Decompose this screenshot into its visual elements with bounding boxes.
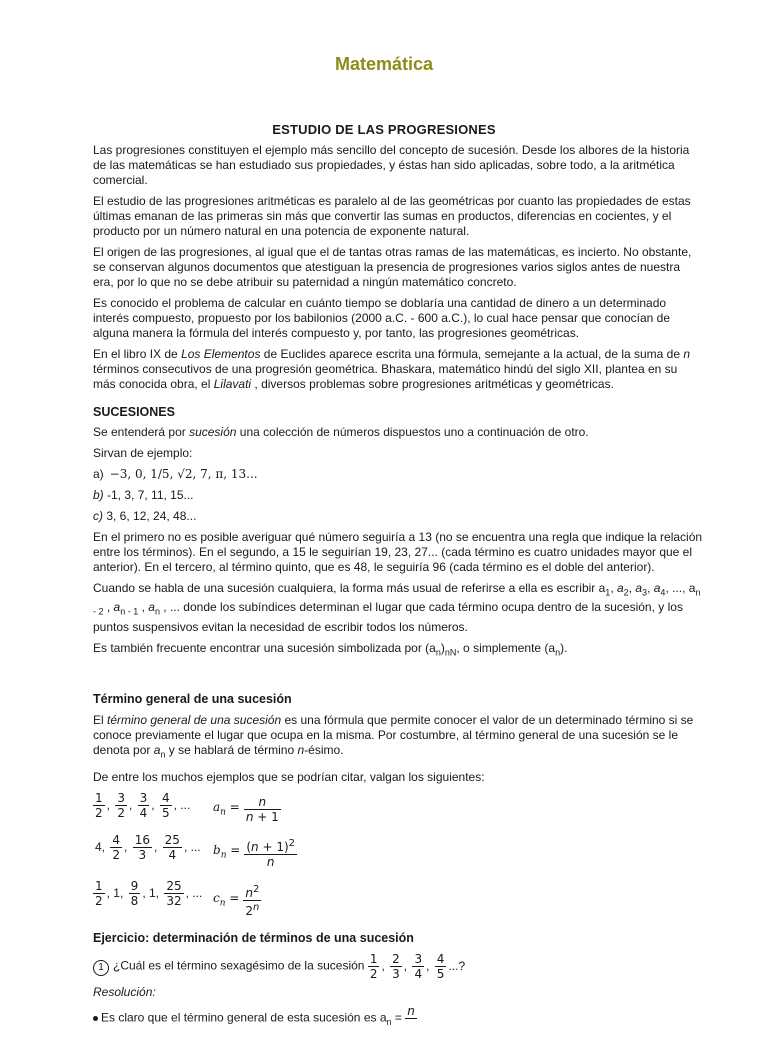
section-heading-termino-general: Término general de una sucesión <box>93 692 292 706</box>
intro-paragraph: Es conocido el problema de calcular en cuánto tiempo se doblaría una cantidad de dinero a un determinado interés compuesto, propuesto por los babilonios (2000 a.C. - 600 a.C.), lo cual hace pensar que conocían de alguna manera la fórmula del interés compuesto y, por tanto, las progresiones geométricas. <box>93 296 671 340</box>
sucesion-definition: Se entenderá por sucesión una colección de números dispuestos uno a continuación de otro. <box>93 425 589 439</box>
resolucion-label: Resolución: <box>93 985 156 999</box>
intro-paragraph: El origen de las progresiones, al igual que el de tantas otras ramas de las matemáticas, es incierto. No obstante, se conservan algunos documentos que atestiguan la presencia de progresiones varios siglos antes de nuestra era, por lo que no se debe atribuir su paternidad a ningún matemático concreto. <box>93 245 692 289</box>
site-title: Matemática <box>334 54 434 74</box>
ejercicio-section <box>93 931 703 1039</box>
ejercicio-question: 1 ¿Cuál es el término sexagésimo de la sucesión $\frac{1}{2}$ , $\frac{2}{3}$ , $\frac{3}{4}$ , $\frac{4}{5}$ ...? <box>93 952 703 981</box>
examples-intro: Sirvan de ejemplo: <box>93 446 193 460</box>
document-title: ESTUDIO DE LAS PROGRESIONES <box>272 122 496 137</box>
examples-explanation: En el primero no es posible averiguar qué número seguiría a 13 (no se encuentra una regla que indique la relación entre los términos). En el segundo, a 15 le seguirían 19, 23, 27... (cada término es cuatro unidades mayor que el anterior). En el tercero, al término quinto, que es 48, le seguiría 96 (cada término es el doble del anterior). <box>93 530 703 574</box>
sucesiones-section <box>93 405 703 666</box>
intro-section <box>93 143 703 398</box>
example-c: c) 3, 6, 12, 24, 48... <box>93 509 197 523</box>
intro-paragraph: Las progresiones constituyen el ejemplo más sencillo del concepto de sucesión. Desde los albores de la historia de las matemáticas se han estudiado sus propiedades, y éstas han sido aplicadas, sobre todo, a la aritmética comercial. <box>93 143 690 187</box>
formula-example-b: 4, $\frac{4}{2}$ , $\frac{16}{3}$ , $\frac{25}{4}$ , ... $b_n$ = $\frac{(n + 1)^2}{n}$ <box>95 833 296 870</box>
euclid-paragraph: En el libro IX de Los Elementos de Euclides aparece escrita una fórmula, semejante a la actual, de la suma de n términos consecutivos de una progresión geométrica. Bhaskara, matemático hindú del siglo XII, plantea en su más conocida obra, el Lilavati , diversos problemas sobre progresiones aritméticas y geométricas. <box>93 347 691 391</box>
intro-paragraph: El estudio de las progresiones aritméticas es paralelo al de las geométricas por cuanto las propiedades de estas últimas emanan de las primeras sin más que convertir las sumas en productos, diferencias en cocientes, y el producto por un número natural en una potencia de exponente natural. <box>93 194 691 238</box>
circled-number-icon: 1 <box>93 960 109 976</box>
formula-example-a: $\frac{1}{2}$ , $\frac{3}{2}$ , $\frac{3}{4}$ , $\frac{4}{5}$ , ... $a_n$ = $\frac{n}{n + 1}$ <box>95 791 279 825</box>
section-heading-ejercicio: Ejercicio: determinación de términos de una sucesión <box>93 931 414 945</box>
termino-examples-intro: De entre los muchos ejemplos que se podrían citar, valgan los siguientes: <box>93 770 485 785</box>
symbol-paragraph: Es también frecuente encontrar una sucesión simbolizada por $(a_n)_{nN}$, o simplemente $(a_n)$. <box>93 640 568 658</box>
section-heading-sucesiones: SUCESIONES <box>93 405 175 419</box>
usual-form-paragraph: Cuando se habla de una sucesión cualquiera, la forma más usual de referirse a ella es escribir $a_1$, $a_2$, $a_3$, $a_4$, ..., $a_{n - 2}$ , $a_{n - 1}$ , $a_n$ , ... donde los subíndices determinan el lugar que cada término ocupa dentro de la sucesión, y los puntos suspensivos evitan la necesidad de escribir todos los números. <box>93 581 701 634</box>
termino-general-section <box>93 692 703 919</box>
resolucion-bullet: Es claro que el término general de esta sucesión es $a_n$ = n <box>93 1004 703 1033</box>
example-b: b) -1, 3, 7, 11, 15... <box>93 488 194 502</box>
bullet-icon <box>93 1016 98 1021</box>
formula-example-c: $\frac{1}{2}$ , 1, $\frac{9}{8}$ , 1, $\frac{25}{32}$ , ... $c_n$ = $\frac{n^2}{2^n}$ <box>95 879 260 919</box>
termino-general-definition: El término general de una sucesión es una fórmula que permite conocer el valor de un determinado término si se conoce previamente el lugar que ocupa en la misma. Por costumbre, al término general de una sucesión se le denota por $a_n$ y se hablará de término n-ésimo. <box>93 713 694 760</box>
example-a: a) −3, 0, 1/5, √2, 7, π, 13... <box>93 467 258 481</box>
